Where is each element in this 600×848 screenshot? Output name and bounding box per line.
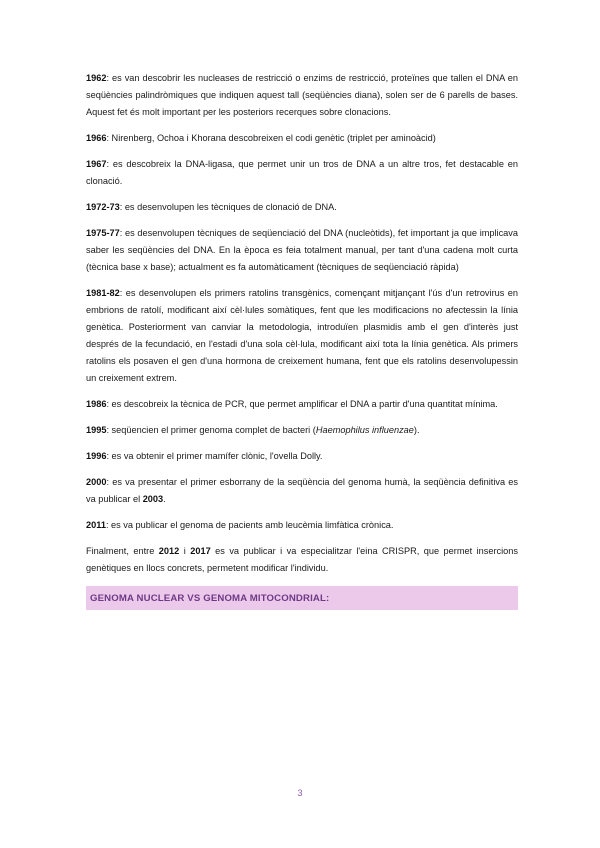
paragraph-1972-73 xyxy=(86,199,518,216)
paragraph-text-end: . xyxy=(163,494,166,504)
paragraph-text: : es va publicar el genoma de pacients amb leucèmia limfàtica crònica. xyxy=(105,520,394,530)
section-heading-band xyxy=(86,586,518,610)
paragraph-text: : seqüencien el primer genoma complet de bacteri ( xyxy=(106,425,316,435)
paragraph-final xyxy=(86,543,518,577)
paragraph-text: : es van descobrir les nucleases de restricció o enzims de restricció, proteïnes que tallen el DNA en seqüències palindròmiques que indiquen aquest tall (seqüències diana), solen ser de 6 parells de bases. Aquest fet és molt important per les posteriors recerques sobre clonacions. xyxy=(86,73,518,117)
paragraph-1975-77 xyxy=(86,225,518,276)
paragraph-text: : es desenvolupen tècniques de seqüenciació del DNA (nucleòtids), fet important ja que implicava saber les seqüències del DNA. En la època es feia totalment manual, per tant d'una cadena molt curta (tècnica base x base); actualment es fa automàticament (tècniques de seqüenciació ràpida) xyxy=(86,228,518,272)
year-label: 1966 xyxy=(86,133,107,143)
paragraph-text-end: es va publicar i va especialitzar l'eina CRISPR, que permet insercions genètiques en llocs concrets, permetent modificar l'individu. xyxy=(86,546,518,573)
year-label-2003: 2003 xyxy=(142,494,164,504)
year-label: 2000 xyxy=(86,477,107,487)
year-label: 1996 xyxy=(86,451,107,461)
species-name: Haemophilus influenzae xyxy=(315,425,414,435)
paragraph-text: : Nirenberg, Ochoa i Khorana descobreixen el codi genètic (triplet per aminoàcid) xyxy=(106,133,436,143)
year-label: 1962 xyxy=(86,73,107,83)
paragraph-2000 xyxy=(86,474,518,508)
paragraph-1995 xyxy=(86,422,518,439)
page-number: 3 xyxy=(297,788,303,798)
paragraph-text: : es desenvolupen les tècniques de clonació de DNA. xyxy=(119,202,337,212)
paragraph-text: i xyxy=(179,546,191,556)
paragraph-1996 xyxy=(86,448,518,465)
paragraph-2011 xyxy=(86,517,518,534)
paragraph-text: : es desenvolupen els primers ratolins transgènics, començant mitjançant l'ús d'un retrovirus en embrions de ratolí, modificant així cèl·lules somàtiques, fent que les modificacions no afectessin la línia genètica. Posteriorment van canviar la metodologia, introduïen plasmidis amb el gen d'interès just després de la fecundació, en l'estadi d'una sola cèl·lula, modificant així tota la línia genètica. Als primers ratolins els posaven el gen d'una hormona de creixement humana, fent que els ratolins desenvolupessin un creixement extrem. xyxy=(86,288,518,383)
year-label: 2011 xyxy=(86,520,106,530)
paragraph-text: : es descobreix la tècnica de PCR, que permet amplificar el DNA a partir d'una quantitat mínima. xyxy=(106,399,498,409)
paragraph-1967 xyxy=(86,156,518,190)
year-label: 1995 xyxy=(86,425,107,435)
paragraph-text: : es va presentar el primer esborrany de la seqüència del genoma humà, la seqüència definitiva es va publicar el xyxy=(86,477,518,504)
year-label: 1981-82 xyxy=(86,288,120,298)
paragraph-1981-82 xyxy=(86,285,518,387)
year-label: 1967 xyxy=(86,159,107,169)
year-label: 1972-73 xyxy=(86,202,120,212)
year-label: 1986 xyxy=(86,399,107,409)
paragraph-1962 xyxy=(86,70,518,121)
paragraph-text: : es descobreix la DNA-ligasa, que permet unir un tros de DNA a un altre tros, fet destacable en clonació. xyxy=(86,159,518,186)
paragraph-1966 xyxy=(86,130,518,147)
document-body xyxy=(86,70,518,610)
paragraph-text-end: ). xyxy=(413,425,420,435)
paragraph-1986 xyxy=(86,396,518,413)
year-label-2012: 2012 xyxy=(158,546,180,556)
year-label-2017: 2017 xyxy=(190,546,211,556)
paragraph-text: Finalment, entre xyxy=(86,546,159,556)
year-label: 1975-77 xyxy=(86,228,120,238)
section-heading: GENOMA NUCLEAR VS GENOMA MITOCONDRIAL: xyxy=(90,592,330,604)
paragraph-text: : es va obtenir el primer mamífer clònic, l'ovella Dolly. xyxy=(106,451,323,461)
